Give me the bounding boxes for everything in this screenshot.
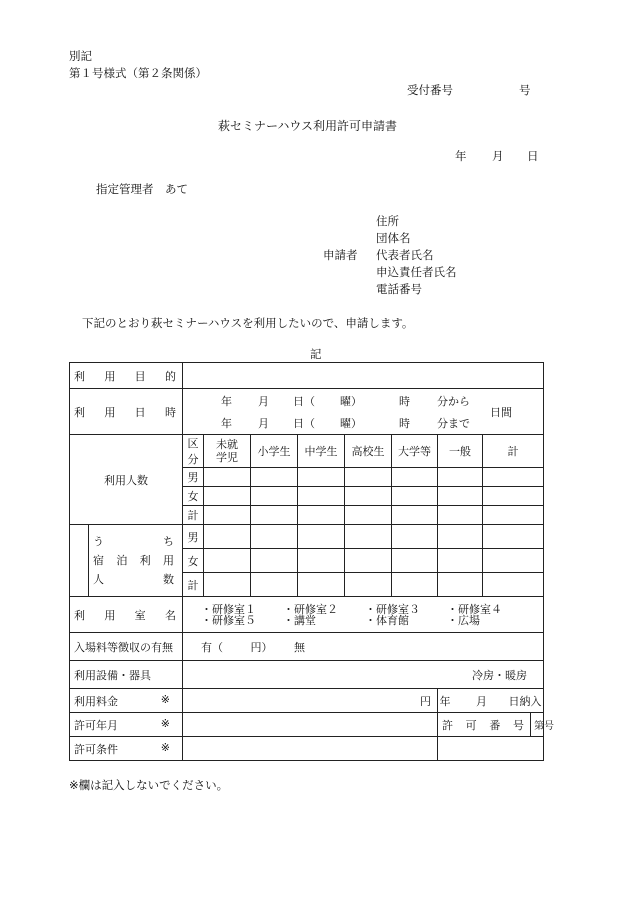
fee-collect-input[interactable]: 有（ 円） 無: [183, 633, 544, 661]
row-permit-date: [70, 713, 544, 737]
fee-amount[interactable]: 円: [183, 689, 438, 713]
applicant-label: 申請者: [323, 248, 358, 262]
permit-conditions-label: 許可条件 ※: [70, 737, 183, 761]
application-form-table: [69, 362, 554, 761]
purpose-label: 利 用 目 的: [70, 363, 183, 389]
fee-label: 利用料金 ※: [70, 689, 183, 713]
intro-text: 下記のとおり萩セミナーハウスを利用したいので、申請します。: [82, 316, 414, 330]
people-label: 利用人数: [70, 435, 183, 525]
dates-input[interactable]: 年 月 日（ 曜） 時 分から 年 月 日（ 曜） 時 分まで 日間: [183, 389, 544, 435]
permit-number-label: 許 可 番 号: [438, 713, 531, 737]
room-option-plaza[interactable]: ・広場: [447, 613, 480, 627]
room-options[interactable]: [183, 597, 544, 633]
row-equipment: [70, 661, 544, 689]
row-people-male: 男: [70, 468, 544, 487]
header-preschool: 未就 学児: [204, 435, 251, 468]
room-label: 利 用 室 名: [70, 597, 183, 633]
room-option-2[interactable]: ・研修室２: [283, 602, 338, 616]
room-option-3[interactable]: ・研修室３: [365, 602, 420, 616]
purpose-input[interactable]: [183, 363, 544, 389]
date-month: 月: [492, 149, 504, 163]
row-people-total: 計: [70, 506, 544, 525]
stay-label: う ち 宿 泊 利 用 人 数: [89, 525, 183, 597]
date-day: 日: [527, 149, 539, 163]
header-elementary: 小学生: [251, 435, 298, 468]
room-option-hall[interactable]: ・講堂: [283, 613, 316, 627]
page-title: 萩セミナーハウス利用許可申請書: [218, 119, 398, 133]
header-category: 区分: [183, 435, 204, 468]
room-option-5[interactable]: ・研修室５: [201, 613, 256, 627]
applicant-field-group: 団体名: [376, 231, 411, 245]
room-option-1[interactable]: ・研修室１: [201, 602, 256, 616]
permit-conditions-input[interactable]: [183, 737, 438, 761]
form-number: 第１号様式（第２条関係）: [69, 66, 207, 80]
permit-date-label: 許可年月 ※: [70, 713, 183, 737]
ki-heading: 記: [310, 347, 322, 361]
receipt-number-label: 受付番号: [407, 83, 453, 97]
addressee: 指定管理者 あて: [96, 182, 188, 196]
annex-label: 別記: [69, 49, 92, 63]
header-university: 大学等: [392, 435, 438, 468]
applicant-field-representative: 代表者氏名: [376, 248, 434, 262]
date-year: 年: [455, 149, 467, 163]
applicant-field-responsible: 申込責任者氏名: [376, 265, 457, 279]
header-total: 計: [483, 435, 544, 468]
header-general: 一般: [438, 435, 483, 468]
fee-paid-date[interactable]: 年 月 日納入: [438, 689, 544, 713]
days-label: 日間: [490, 406, 512, 419]
row-stay-female: 女: [70, 549, 544, 573]
room-option-gym[interactable]: ・体育館: [365, 613, 409, 627]
row-dates: [70, 389, 544, 435]
row-stay-male: う ち 宿 泊 利 用 人 数 男: [70, 525, 544, 549]
equipment-value[interactable]: 冷房・暖房: [183, 661, 544, 689]
receipt-number-suffix: 号: [519, 83, 531, 97]
permit-number-input[interactable]: 第 号: [531, 713, 544, 737]
row-fee-collect: [70, 633, 544, 661]
row-purpose: [70, 363, 544, 389]
row-stay-total: 計: [70, 573, 544, 597]
row-people-female: 女: [70, 487, 544, 506]
dates-label: 利 用 日 時: [70, 389, 183, 435]
equipment-label: 利用設備・器具: [70, 661, 183, 689]
fee-collect-label: 入場料等徴収の有無: [70, 633, 183, 661]
header-high-school: 高校生: [345, 435, 392, 468]
row-room: [70, 597, 544, 633]
applicant-field-address: 住所: [376, 214, 399, 228]
applicant-field-phone: 電話番号: [376, 282, 422, 296]
row-fee: [70, 689, 544, 713]
row-permit-conditions: [70, 737, 544, 761]
footnote: ※欄は記入しないでください。: [69, 778, 229, 792]
room-option-4[interactable]: ・研修室４: [447, 602, 502, 616]
permit-date-input[interactable]: [183, 713, 438, 737]
row-people-header: [70, 435, 544, 468]
header-junior-high: 中学生: [298, 435, 345, 468]
